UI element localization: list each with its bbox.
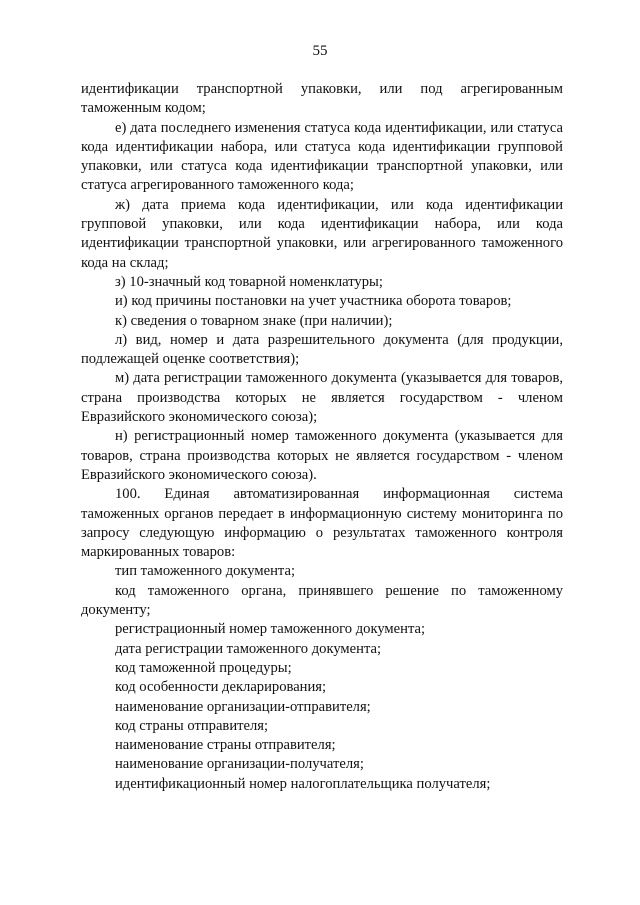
paragraph-continuation: идентификации транспортной упаковки, или под агрегированным таможенным кодом; bbox=[81, 81, 563, 117]
paragraph-item-n: н) регистрационный номер таможенного документа (указывается для товаров, страна производства которых не является государством - членом Евразийского экономического союза). bbox=[81, 428, 563, 483]
paragraph-item-k: к) сведения о товарном знаке (при наличии); bbox=[115, 312, 393, 329]
list-item: код страны отправителя; bbox=[115, 717, 269, 734]
list-item: код особенности декларирования; bbox=[115, 679, 327, 696]
paragraph-item-zh: ж) дата приема кода идентификации, или кода идентификации групповой упаковки, или кода идентификации набора, или кода идентификации транспортной упаковки, или агрегированного таможенного кода на склад; bbox=[81, 196, 563, 271]
list-item: наименование организации-получателя; bbox=[115, 756, 364, 773]
paragraph-item-i: и) код причины постановки на учет участника оборота товаров; bbox=[115, 293, 512, 310]
paragraph-item-m: м) дата регистрации таможенного документа (указывается для товаров, страна производства которых не является государством - членом Евразийского экономического союза); bbox=[81, 370, 563, 426]
paragraph-item-e: е) дата последнего изменения статуса кода идентификации, или статуса кода идентификации набора, или статуса кода идентификации групповой упаковки, или статуса кода идентификации транспортной упаковки, или статуса агрегированного таможенного кода; bbox=[81, 119, 563, 194]
list-item: регистрационный номер таможенного документа; bbox=[115, 621, 426, 638]
list-item: идентификационный номер налогоплательщика получателя; bbox=[115, 775, 491, 792]
page-number: 55 bbox=[312, 43, 328, 59]
paragraph-item-z: з) 10-значный код товарной номенклатуры; bbox=[115, 273, 383, 290]
list-item: код таможенной процедуры; bbox=[115, 659, 292, 676]
list-item: наименование организации-отправителя; bbox=[115, 698, 371, 715]
list-item: наименование страны отправителя; bbox=[115, 737, 336, 754]
list-item: тип таможенного документа; bbox=[115, 563, 296, 580]
paragraph-clause-100: 100. Единая автоматизированная информационная система таможенных органов передает в информационную систему мониторинга по запросу следующую информацию о результатах таможенного контроля маркированных товаров: bbox=[81, 486, 563, 561]
document-body bbox=[81, 80, 563, 794]
list-item: дата регистрации таможенного документа; bbox=[115, 640, 382, 657]
list-item: код таможенного органа, принявшего решение по таможенному документу; bbox=[81, 582, 563, 619]
paragraph-item-l: л) вид, номер и дата разрешительного документа (для продукции, подлежащей оценке соответствия); bbox=[81, 331, 563, 368]
